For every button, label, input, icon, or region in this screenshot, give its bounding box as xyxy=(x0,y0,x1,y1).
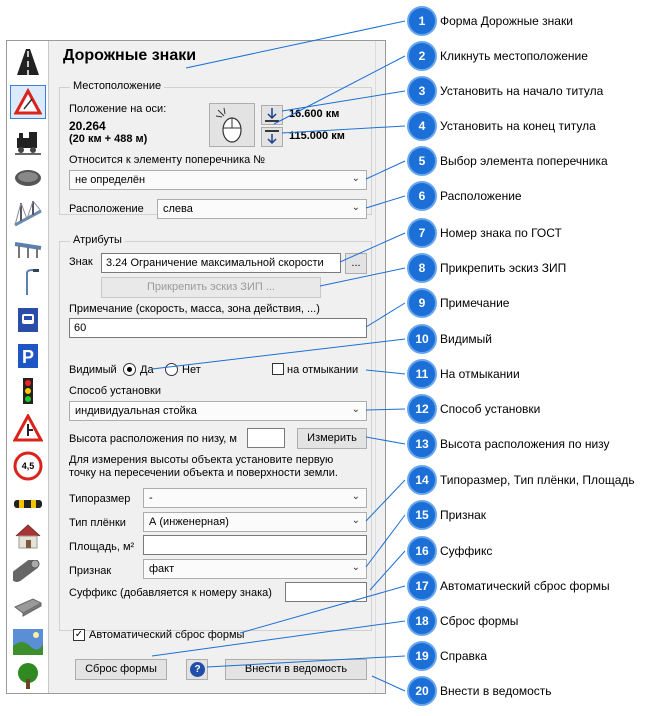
callout-number: 5 xyxy=(407,146,437,176)
browse-sign-button[interactable]: ... xyxy=(345,253,367,274)
callout-number: 13 xyxy=(407,429,437,459)
chevron-down-icon: ⌄ xyxy=(351,202,360,213)
tree-icon[interactable] xyxy=(10,659,46,693)
set-start-icon xyxy=(262,106,282,124)
callout-20 xyxy=(407,676,552,706)
note-field[interactable]: 60 xyxy=(69,318,367,338)
install-method-select[interactable] xyxy=(69,401,367,421)
callout-13 xyxy=(407,429,610,459)
help-button[interactable] xyxy=(186,659,208,680)
suffix-field[interactable] xyxy=(285,582,367,602)
film-type-value: А (инженерная) xyxy=(149,516,229,528)
barrier-icon[interactable] xyxy=(10,487,46,521)
callout-label: Примечание xyxy=(440,296,510,310)
junction-sign-icon[interactable] xyxy=(10,411,46,445)
callout-number: 6 xyxy=(407,181,437,211)
height-field[interactable] xyxy=(247,428,285,448)
cross-section-label: Относится к элементу поперечника № xyxy=(69,154,266,166)
callout-number: 2 xyxy=(407,41,437,71)
size-label: Типоразмер xyxy=(69,493,131,505)
callout-label: Суффикс xyxy=(440,544,493,558)
callout-14 xyxy=(407,465,635,495)
curb-icon[interactable] xyxy=(10,589,46,623)
note-label: Примечание (скорость, масса, зона действия, ...) xyxy=(69,303,320,315)
height-limit-icon[interactable] xyxy=(10,449,46,483)
axis-position-label: Положение на оси: xyxy=(69,103,167,115)
callout-number: 14 xyxy=(407,465,437,495)
callout-number: 11 xyxy=(407,359,437,389)
callout-3 xyxy=(407,76,603,106)
scrollbar[interactable] xyxy=(375,41,385,693)
callout-number: 10 xyxy=(407,324,437,354)
callout-label: Расположение xyxy=(440,189,522,203)
set-end-icon xyxy=(262,128,282,146)
callout-number: 1 xyxy=(407,6,437,36)
callout-19 xyxy=(407,641,487,671)
auto-reset-checkbox[interactable]: ✓ xyxy=(74,629,84,640)
chevron-down-icon: ⌄ xyxy=(351,404,360,415)
callout-label: Способ установки xyxy=(440,402,541,416)
height-label: Высота расположения по низу, м xyxy=(69,433,237,445)
install-method-label: Способ установки xyxy=(69,385,162,397)
callout-15 xyxy=(407,500,486,530)
callout-label: Видимый xyxy=(440,332,492,346)
traffic-light-icon[interactable] xyxy=(10,375,46,409)
sign-attribute-label: Признак xyxy=(69,565,112,577)
callout-17 xyxy=(407,571,610,601)
form-title: Дорожные знаки xyxy=(63,47,197,64)
visible-yes-radio[interactable] xyxy=(123,363,136,376)
callout-label: Высота расположения по низу xyxy=(440,437,610,451)
height-limit-text: 4,5 xyxy=(21,461,35,471)
callout-label: Установить на конец титула xyxy=(440,119,596,133)
callout-number: 12 xyxy=(407,394,437,424)
callout-label: Номер знака по ГОСТ xyxy=(440,226,562,240)
callout-5 xyxy=(407,146,608,176)
click-location-button[interactable] xyxy=(209,103,255,147)
callout-label: Признак xyxy=(440,508,487,522)
callout-number: 16 xyxy=(407,536,437,566)
callout-number: 3 xyxy=(407,76,437,106)
start-position-value: 16.600 км xyxy=(289,108,340,120)
callout-9 xyxy=(407,288,509,318)
callout-4 xyxy=(407,111,596,141)
callout-label: Установить на начало титула xyxy=(440,84,604,98)
submit-button[interactable]: Внести в ведомость xyxy=(225,659,367,680)
measure-hint-line2: точку на пересечении объекта и поверхности земли. xyxy=(69,467,338,479)
callout-label: Типоразмер, Тип плёнки, Площадь xyxy=(440,473,635,487)
landscape-icon[interactable] xyxy=(10,625,46,659)
closing-label: на отмыкании xyxy=(287,364,359,376)
end-position-value: 115.000 км xyxy=(289,130,345,142)
callout-10 xyxy=(407,324,492,354)
callout-label: Кликнуть местоположение xyxy=(440,49,588,63)
visible-no-label: Нет xyxy=(182,364,201,376)
chevron-down-icon: ⌄ xyxy=(351,173,360,184)
suffix-label: Суффикс (добавляется к номеру знака) xyxy=(69,587,272,599)
measure-button[interactable]: Измерить xyxy=(297,428,367,449)
parking-icon[interactable] xyxy=(10,339,46,373)
placement-label: Расположение xyxy=(69,203,144,215)
install-method-value: индивидуальная стойка xyxy=(75,405,197,417)
callout-1 xyxy=(407,6,573,36)
size-value: - xyxy=(149,492,153,504)
warning-sign-icon[interactable] xyxy=(10,85,46,119)
callout-label: Форма Дорожные знаки xyxy=(440,14,573,28)
bus-stop-icon[interactable] xyxy=(10,303,46,337)
callout-8 xyxy=(407,253,566,283)
sign-number-field[interactable]: 3.24 Ограничение максимальной скорости xyxy=(101,253,341,273)
reset-form-button[interactable]: Сброс формы xyxy=(75,659,167,680)
film-type-select[interactable] xyxy=(143,512,367,532)
film-type-label: Тип плёнки xyxy=(69,517,126,529)
callout-label: Прикрепить эскиз ЗИП xyxy=(440,261,567,275)
pipe-icon[interactable] xyxy=(10,555,46,589)
size-select[interactable] xyxy=(143,488,367,508)
manhole-icon[interactable] xyxy=(10,161,46,195)
callout-6 xyxy=(407,181,522,211)
train-icon[interactable] xyxy=(10,125,46,159)
bridge-icon[interactable] xyxy=(10,197,46,231)
callout-number: 4 xyxy=(407,111,437,141)
sign-attribute-value: факт xyxy=(149,563,175,575)
building-icon[interactable] xyxy=(10,519,46,553)
closing-checkbox[interactable] xyxy=(272,363,284,375)
road-signs-window xyxy=(6,40,386,694)
auto-reset-label: Автоматический сброс формы xyxy=(89,629,245,641)
attach-sketch-button[interactable]: Прикрепить эскиз ЗИП ... xyxy=(101,277,321,298)
callout-number: 15 xyxy=(407,500,437,530)
callout-label: Автоматический сброс формы xyxy=(440,579,610,593)
measure-hint-line1: Для измерения высоты объекта установите первую xyxy=(69,454,334,466)
chevron-down-icon: ⌄ xyxy=(351,562,360,573)
object-toolbar xyxy=(7,41,49,693)
set-start-button[interactable] xyxy=(261,105,283,125)
callout-number: 7 xyxy=(407,218,437,248)
callout-label: Выбор элемента поперечника xyxy=(440,154,608,168)
axis-position-value: 20.264 xyxy=(69,119,106,133)
attributes-group-title: Атрибуты xyxy=(70,234,125,246)
area-field[interactable] xyxy=(143,535,367,555)
set-end-button[interactable] xyxy=(261,127,283,147)
location-group-title: Местоположение xyxy=(70,80,164,92)
area-label: Площадь, м² xyxy=(69,541,135,553)
callout-7 xyxy=(407,218,562,248)
callout-2 xyxy=(407,41,588,71)
placement-value: слева xyxy=(163,203,193,215)
road-signs-form xyxy=(49,41,385,693)
callout-label: На отмыкании xyxy=(440,367,520,381)
callout-number: 17 xyxy=(407,571,437,601)
sign-label: Знак xyxy=(69,256,93,268)
callout-number: 18 xyxy=(407,606,437,636)
mouse-click-icon xyxy=(210,104,254,146)
callout-11 xyxy=(407,359,520,389)
visible-no-radio[interactable] xyxy=(165,363,178,376)
help-icon: ? xyxy=(190,662,205,677)
callout-label: Справка xyxy=(440,649,488,663)
chevron-down-icon: ⌄ xyxy=(351,515,360,526)
svg-text:P: P xyxy=(21,347,35,367)
callout-label: Внести в ведомость xyxy=(440,684,552,698)
callout-number: 8 xyxy=(407,253,437,283)
callout-18 xyxy=(407,606,518,636)
placement-select[interactable] xyxy=(157,199,367,219)
callout-16 xyxy=(407,536,492,566)
guardrail-icon[interactable] xyxy=(10,231,46,265)
visible-yes-label: Да xyxy=(140,364,154,376)
cross-section-value: не определён xyxy=(75,174,146,186)
visible-label: Видимый xyxy=(69,364,117,376)
callout-label: Сброс формы xyxy=(440,614,519,628)
callout-12 xyxy=(407,394,540,424)
sign-attribute-select[interactable] xyxy=(143,559,367,579)
axis-position-km: (20 км + 488 м) xyxy=(69,133,148,145)
callout-number: 19 xyxy=(407,641,437,671)
cross-section-select[interactable] xyxy=(69,170,367,190)
callout-number: 9 xyxy=(407,288,437,318)
callout-number: 20 xyxy=(407,676,437,706)
lamp-post-icon[interactable] xyxy=(10,265,46,299)
chevron-down-icon: ⌄ xyxy=(351,491,360,502)
road-icon[interactable] xyxy=(10,45,46,79)
